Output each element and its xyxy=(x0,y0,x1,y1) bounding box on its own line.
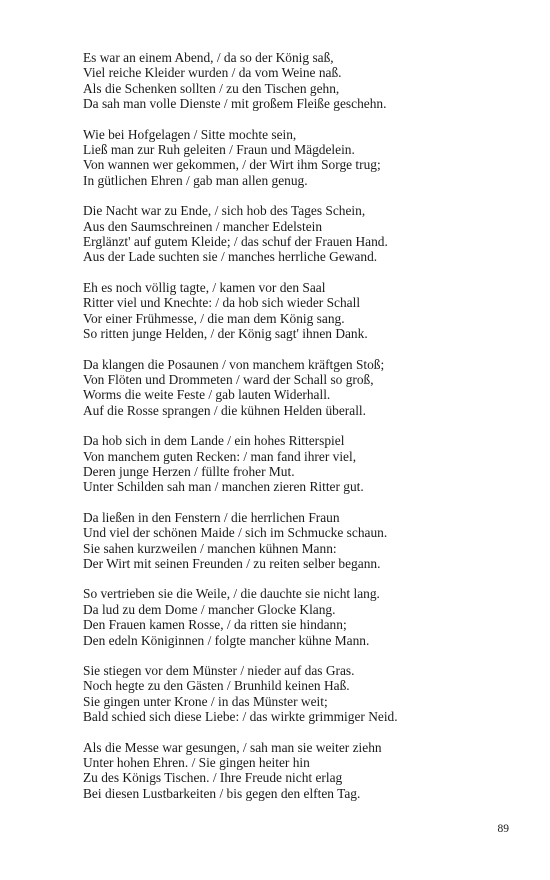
verse-line: Auf die Rosse sprangen / die kühnen Helden überall. xyxy=(83,402,366,418)
verse-line: Erglänzt' auf gutem Kleide; / das schuf der Frauen Hand. xyxy=(83,234,388,250)
stanza-2 xyxy=(83,127,513,189)
stanza-7 xyxy=(83,510,513,572)
stanza-4 xyxy=(83,280,513,342)
verse-line: Sie stiegen vor dem Münster / nieder auf das Gras. xyxy=(83,663,355,678)
verse-line: Aus den Saumschreinen / mancher Edelstein xyxy=(83,218,323,234)
verse-line: Unter hohen Ehren. / Sie gingen heiter hin xyxy=(83,755,310,771)
verse-line: In gütlichen Ehren / gab man allen genug. xyxy=(83,172,308,188)
verse-line: Da sah man volle Dienste / mit großem Fleiße geschehn. xyxy=(83,96,387,112)
verse-line: Vor einer Frühmesse, / die man dem König sang. xyxy=(83,310,345,326)
stanza-5 xyxy=(83,357,513,419)
verse-line: Als die Messe war gesungen, / sah man sie weiter ziehn xyxy=(83,739,382,755)
poem-text xyxy=(83,50,513,816)
verse-line: Als die Schenken sollten / zu den Tischen gehn, xyxy=(83,80,340,96)
stanza-10 xyxy=(83,740,513,802)
stanza-8 xyxy=(83,586,513,648)
verse-line: Ritter viel und Knechte: / da hob sich wieder Schall xyxy=(83,295,361,311)
verse-line: Aus der Lade suchten sie / manches herrliche Gewand. xyxy=(83,249,378,265)
verse-line: Und viel der schönen Maide / sich im Schmucke schaun. xyxy=(83,525,388,541)
verse-line: Viel reiche Kleider wurden / da vom Weine naß. xyxy=(83,65,342,81)
verse-line: So vertrieben sie die Weile, / die dauchte sie nicht lang. xyxy=(83,586,380,602)
verse-line: Den edeln Königinnen / folgte mancher kühne Mann. xyxy=(83,632,370,648)
verse-line: Eh es noch völlig tagte, / kamen vor den Saal xyxy=(83,279,326,295)
stanza-6 xyxy=(83,433,513,495)
verse-line: Bei diesen Lustbarkeiten / bis gegen den elften Tag. xyxy=(83,785,361,801)
verse-line: Ließ man zur Ruh geleiten / Fraun und Mägdelein. xyxy=(83,142,355,158)
verse-line: Der Wirt mit seinen Freunden / zu reiten selber begann. xyxy=(83,555,381,571)
verse-line: Deren junge Herzen / füllte froher Mut. xyxy=(83,463,295,479)
verse-line: Wie bei Hofgelagen / Sitte mochte sein, xyxy=(83,126,297,142)
page-number: 89 xyxy=(497,823,509,835)
verse-line: Sie gingen unter Krone / in das Münster weit; xyxy=(83,693,328,709)
verse-line: Bald schied sich diese Liebe: / das wirkte grimmiger Neid. xyxy=(83,709,398,725)
verse-line: Worms die weite Feste / gab lauten Widerhall. xyxy=(83,387,331,403)
verse-line: So ritten junge Helden, / der König sagt' ihnen Dank. xyxy=(83,326,368,342)
stanza-9 xyxy=(83,663,513,725)
verse-line: Da ließen in den Fenstern / die herrlichen Fraun xyxy=(83,509,340,525)
verse-line: Zu des Königs Tischen. / Ihre Freude nicht erlag xyxy=(83,770,343,786)
verse-line: Es war an einem Abend, / da so der König saß, xyxy=(83,50,334,65)
verse-line: Da hob sich in dem Lande / ein hohes Ritterspiel xyxy=(83,433,345,449)
stanza-1 xyxy=(83,50,513,112)
verse-line: Da klangen die Posaunen / von manchem kräftgen Stoß; xyxy=(83,356,385,372)
verse-line: Den Frauen kamen Rosse, / da ritten sie hindann; xyxy=(83,617,347,633)
stanza-3 xyxy=(83,203,513,265)
verse-line: Von wannen wer gekommen, / der Wirt ihm Sorge trug; xyxy=(83,157,381,173)
verse-line: Von manchem guten Recken: / man fand ihrer viel, xyxy=(83,448,357,464)
verse-line: Von Flöten und Drommeten / ward der Schall so groß, xyxy=(83,371,374,387)
verse-line: Sie sahen kurzweilen / manchen kühnen Mann: xyxy=(83,540,337,556)
verse-line: Unter Schilden sah man / manchen zieren Ritter gut. xyxy=(83,479,364,495)
verse-line: Noch hegte zu den Gästen / Brunhild keinen Haß. xyxy=(83,678,350,694)
verse-line: Die Nacht war zu Ende, / sich hob des Tages Schein, xyxy=(83,203,366,219)
verse-line: Da lud zu dem Dome / mancher Glocke Klang. xyxy=(83,601,336,617)
